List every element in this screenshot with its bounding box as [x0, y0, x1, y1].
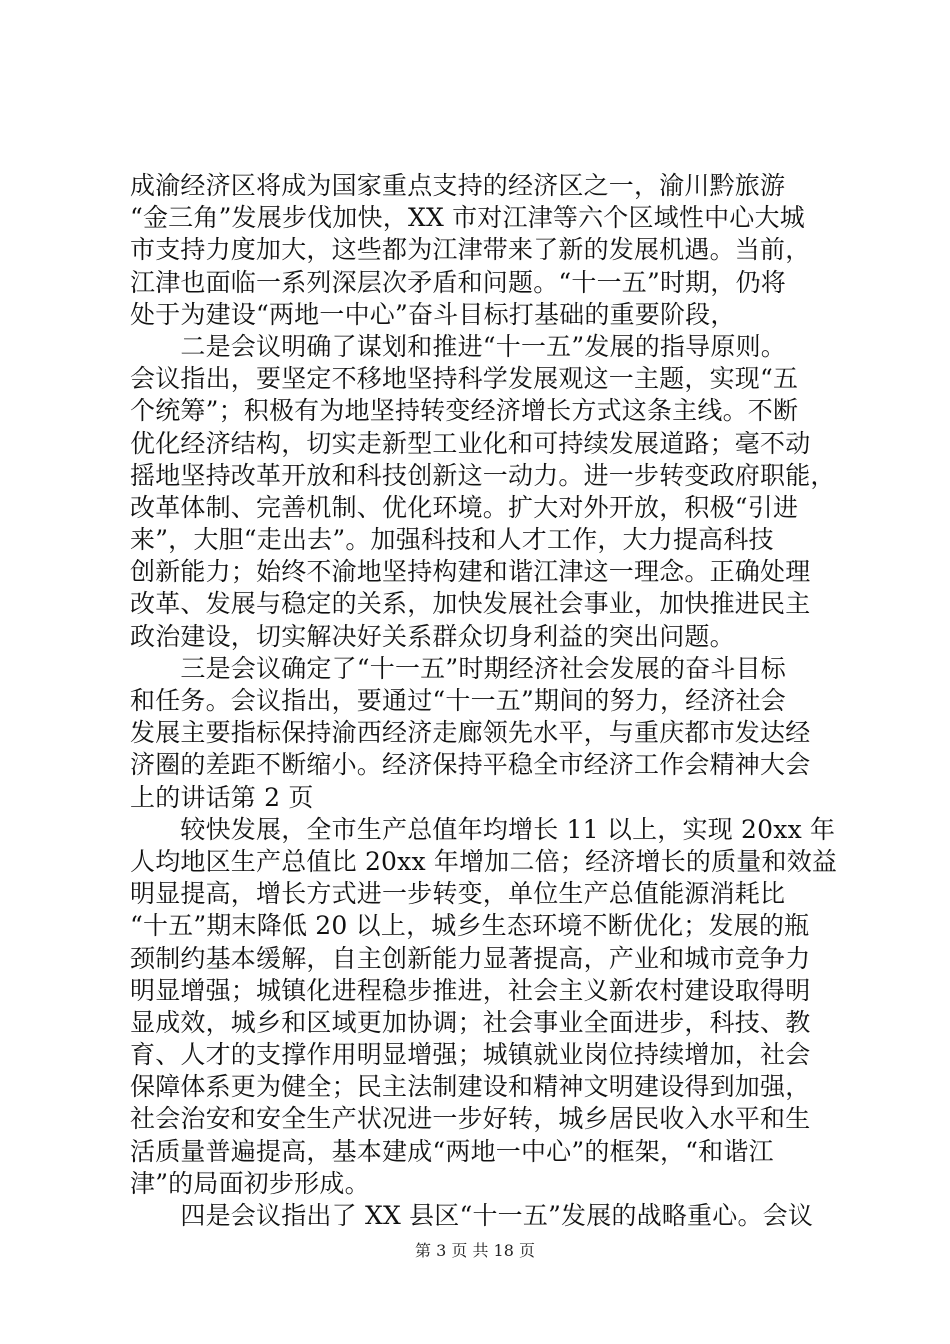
text-line: 会议指出，要坚定不移地坚持科学发展观这一主题，实现“五 [130, 364, 799, 394]
text-line: 发展主要指标保持渝西经济走廊领先水平，与重庆都市发达经 [130, 718, 811, 748]
text-line: 活质量普遍提高，基本建成“两地一中心”的框架，“和谐江 [130, 1136, 774, 1166]
text-line: 上的讲话第 2 页 [130, 782, 314, 812]
text-line: 津”的局面初步形成。 [130, 1168, 370, 1198]
paragraph-start-line: 二是会议明确了谋划和推进“十一五”发展的指导原则。 [130, 331, 786, 361]
paragraph-start-line: 四是会议指出了 XX 县区“十一五”发展的战略重心。会议 [130, 1201, 814, 1230]
text-line: 育、人才的支撑作用明显增强；城镇就业岗位持续增加，社会 [130, 1040, 811, 1070]
text-line: 成渝经济区将成为国家重点支持的经济区之一，渝川黔旅游 [130, 171, 786, 200]
text-line: 济圈的差距不断缩小。经济保持平稳全市经济工作会精神大会 [130, 750, 811, 780]
document-body [130, 170, 838, 1232]
text-line: 颈制约基本缓解，自主创新能力显著提高，产业和城市竞争力 [130, 943, 811, 973]
text-line: 市支持力度加大，这些都为江津带来了新的发展机遇。当前， [130, 235, 811, 265]
text-line: 和任务。会议指出，要通过“十一五”期间的努力，经济社会 [130, 686, 786, 715]
paragraph-start-line: 较快发展，全市生产总值年均增长 11 以上，实现 20xx 年 [130, 814, 836, 844]
text-line: 江津也面临一系列深层次矛盾和问题。“十一五”时期，仍将 [130, 267, 786, 297]
text-line: 优化经济结构，切实走新型工业化和可持续发展道路；毫不动 [130, 428, 811, 458]
text-line: 人均地区生产总值比 20xx 年增加二倍；经济增长的质量和效益 [130, 846, 838, 876]
text-line: 改革、发展与稳定的关系，加快发展社会事业，加快推进民主 [130, 589, 811, 619]
text-line: “十五”期末降低 20 以上，城乡生态环境不断优化；发展的瓶 [130, 911, 810, 941]
text-line: 明显提高，增长方式进一步转变，单位生产总值能源消耗比 [130, 879, 786, 909]
text-line: 创新能力；始终不渝地坚持构建和谐江津这一理念。正确处理 [130, 557, 811, 587]
paragraph-start-line: 三是会议确定了“十一五”时期经济社会发展的奋斗目标 [130, 653, 786, 683]
text-line: 显成效，城乡和区域更加协调；社会事业全面进步，科技、教 [130, 1007, 811, 1037]
text-line: “金三角”发展步伐加快，XX 市对江津等六个区域性中心大城 [130, 203, 805, 233]
page-number-label: 第 3 页 共 18 页 [415, 1241, 535, 1260]
text-line: 摇地坚持改革开放和科技创新这一动力。进一步转变政府职能， [130, 460, 836, 490]
text-line: 明显增强；城镇化进程稳步推进，社会主义新农村建设取得明 [130, 975, 811, 1005]
text-line: 来”，大胆“走出去”。加强科技和人才工作，大力提高科技 [130, 525, 774, 555]
text-line: 保障体系更为健全；民主法制建设和精神文明建设得到加强， [130, 1072, 811, 1102]
text-line: 处于为建设“两地一中心”奋斗目标打基础的重要阶段， [130, 299, 736, 329]
page-footer [0, 1241, 950, 1261]
text-line: 政治建设，切实解决好关系群众切身利益的突出问题。 [130, 621, 735, 651]
text-line: 个统筹”；积极有为地坚持转变经济增长方式这条主线。不断 [130, 396, 799, 426]
text-line: 改革体制、完善机制、优化环境。扩大对外开放，积极“引进 [130, 492, 799, 522]
text-line: 社会治安和安全生产状况进一步好转，城乡居民收入水平和生 [130, 1104, 811, 1134]
